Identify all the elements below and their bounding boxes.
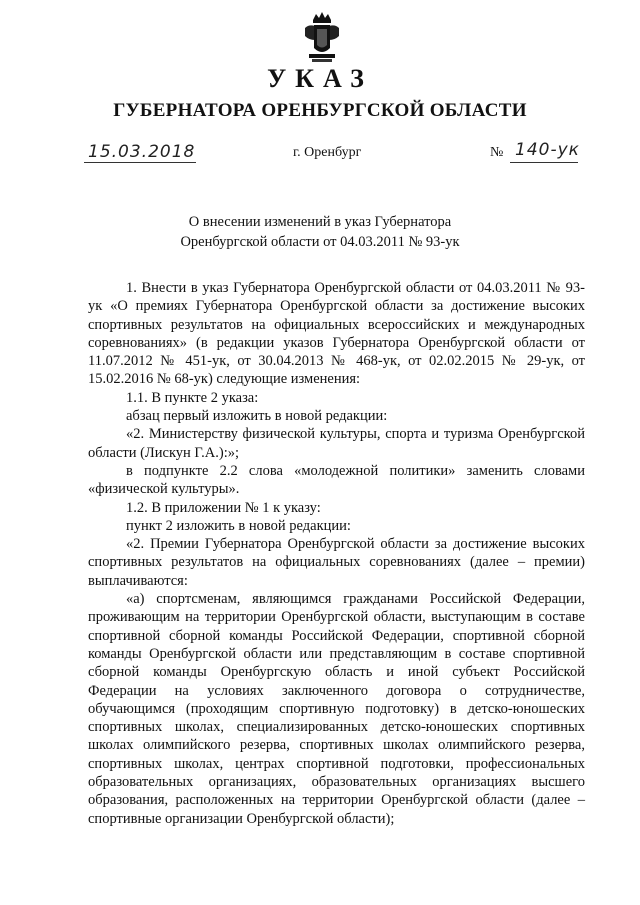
coat-of-arms-icon [303, 10, 341, 64]
paragraph-ministry: «2. Министерству физической культуры, спорта и туризма Оренбургской области (Лискун Г.А.):»; [88, 426, 585, 461]
paragraph-1: 1. Внести в указ Губернатора Оренбургской области от 04.03.2011 № 93-ук «О премиях Губернатора Оренбургской области за достижение высоких спортивных результатов на официальных всероссийских и международных соревнованиях» (в редакции указов Губернатора Оренбургской области от 11.07.2012 № 451-ук, от 30.04.2013 № 468-ук, от 02.02.2015 № 29-ук, от 15.02.2016 № 68-ук) следующие изменения: [88, 280, 585, 388]
paragraph-point2: пункт 2 изложить в новой редакции: [126, 517, 351, 534]
subject-line-2: Оренбургской области от 04.03.2011 № 93-ук [180, 234, 460, 250]
decree-subject [0, 212, 640, 252]
decree-city: г. Оренбург [293, 145, 362, 160]
decree-number: 140-ук [515, 140, 580, 160]
date-number-line [88, 142, 600, 166]
number-underline [510, 162, 578, 163]
decree-body [88, 279, 585, 828]
document-title: УКАЗ [267, 64, 373, 93]
subject-line-1: О внесении изменений в указ Губернатора [188, 214, 452, 230]
document-issuer: ГУБЕРНАТОРА ОРЕНБУРГСКОЙ ОБЛАСТИ [113, 100, 527, 121]
paragraph-abzac: абзац первый изложить в новой редакции: [126, 408, 388, 425]
paragraph-subpoint: в подпункте 2.2 слова «молодежной политики» заменить словами «физической культуры». [88, 462, 585, 498]
paragraph-1-2: 1.2. В приложении № 1 к указу: [126, 499, 321, 516]
date-underline [84, 162, 196, 163]
decree-date: 15.03.2018 [88, 142, 196, 162]
paragraph-premii: «2. Премии Губернатора Оренбургской области за достижение высоких спортивных результатов на официальных соревнованиях (далее – премии) выплачиваются: [88, 536, 585, 589]
paragraph-a: «а) спортсменам, являющимся гражданами Российской Федерации, проживающим на территории Оренбургской области, выступающим в составе спортивной сборной команды Российской Федерации, спортивной сборной команды Оренбургской области или представляющим в составе спортивной сборной команды Оренбургскую область и иной субъект Российской Федерации на условиях заключенного договора о сотрудничестве, обучающимся (проходящим спортивную подготовку) в детско-юношеских спортивных школах, специализированных детско-юношеских спортивных школах олимпийского резерва, спортивных школах олимпийского резерва, спортивных школах, центрах спортивной подготовки, профессиональных образовательных организациях, образовательных организациях высшего образования, расположенных на территории Оренбургской области (далее – спортивные организации Оренбургской области); [88, 591, 585, 827]
number-label: № [490, 145, 504, 160]
paragraph-1-1: 1.1. В пункте 2 указа: [126, 389, 259, 406]
